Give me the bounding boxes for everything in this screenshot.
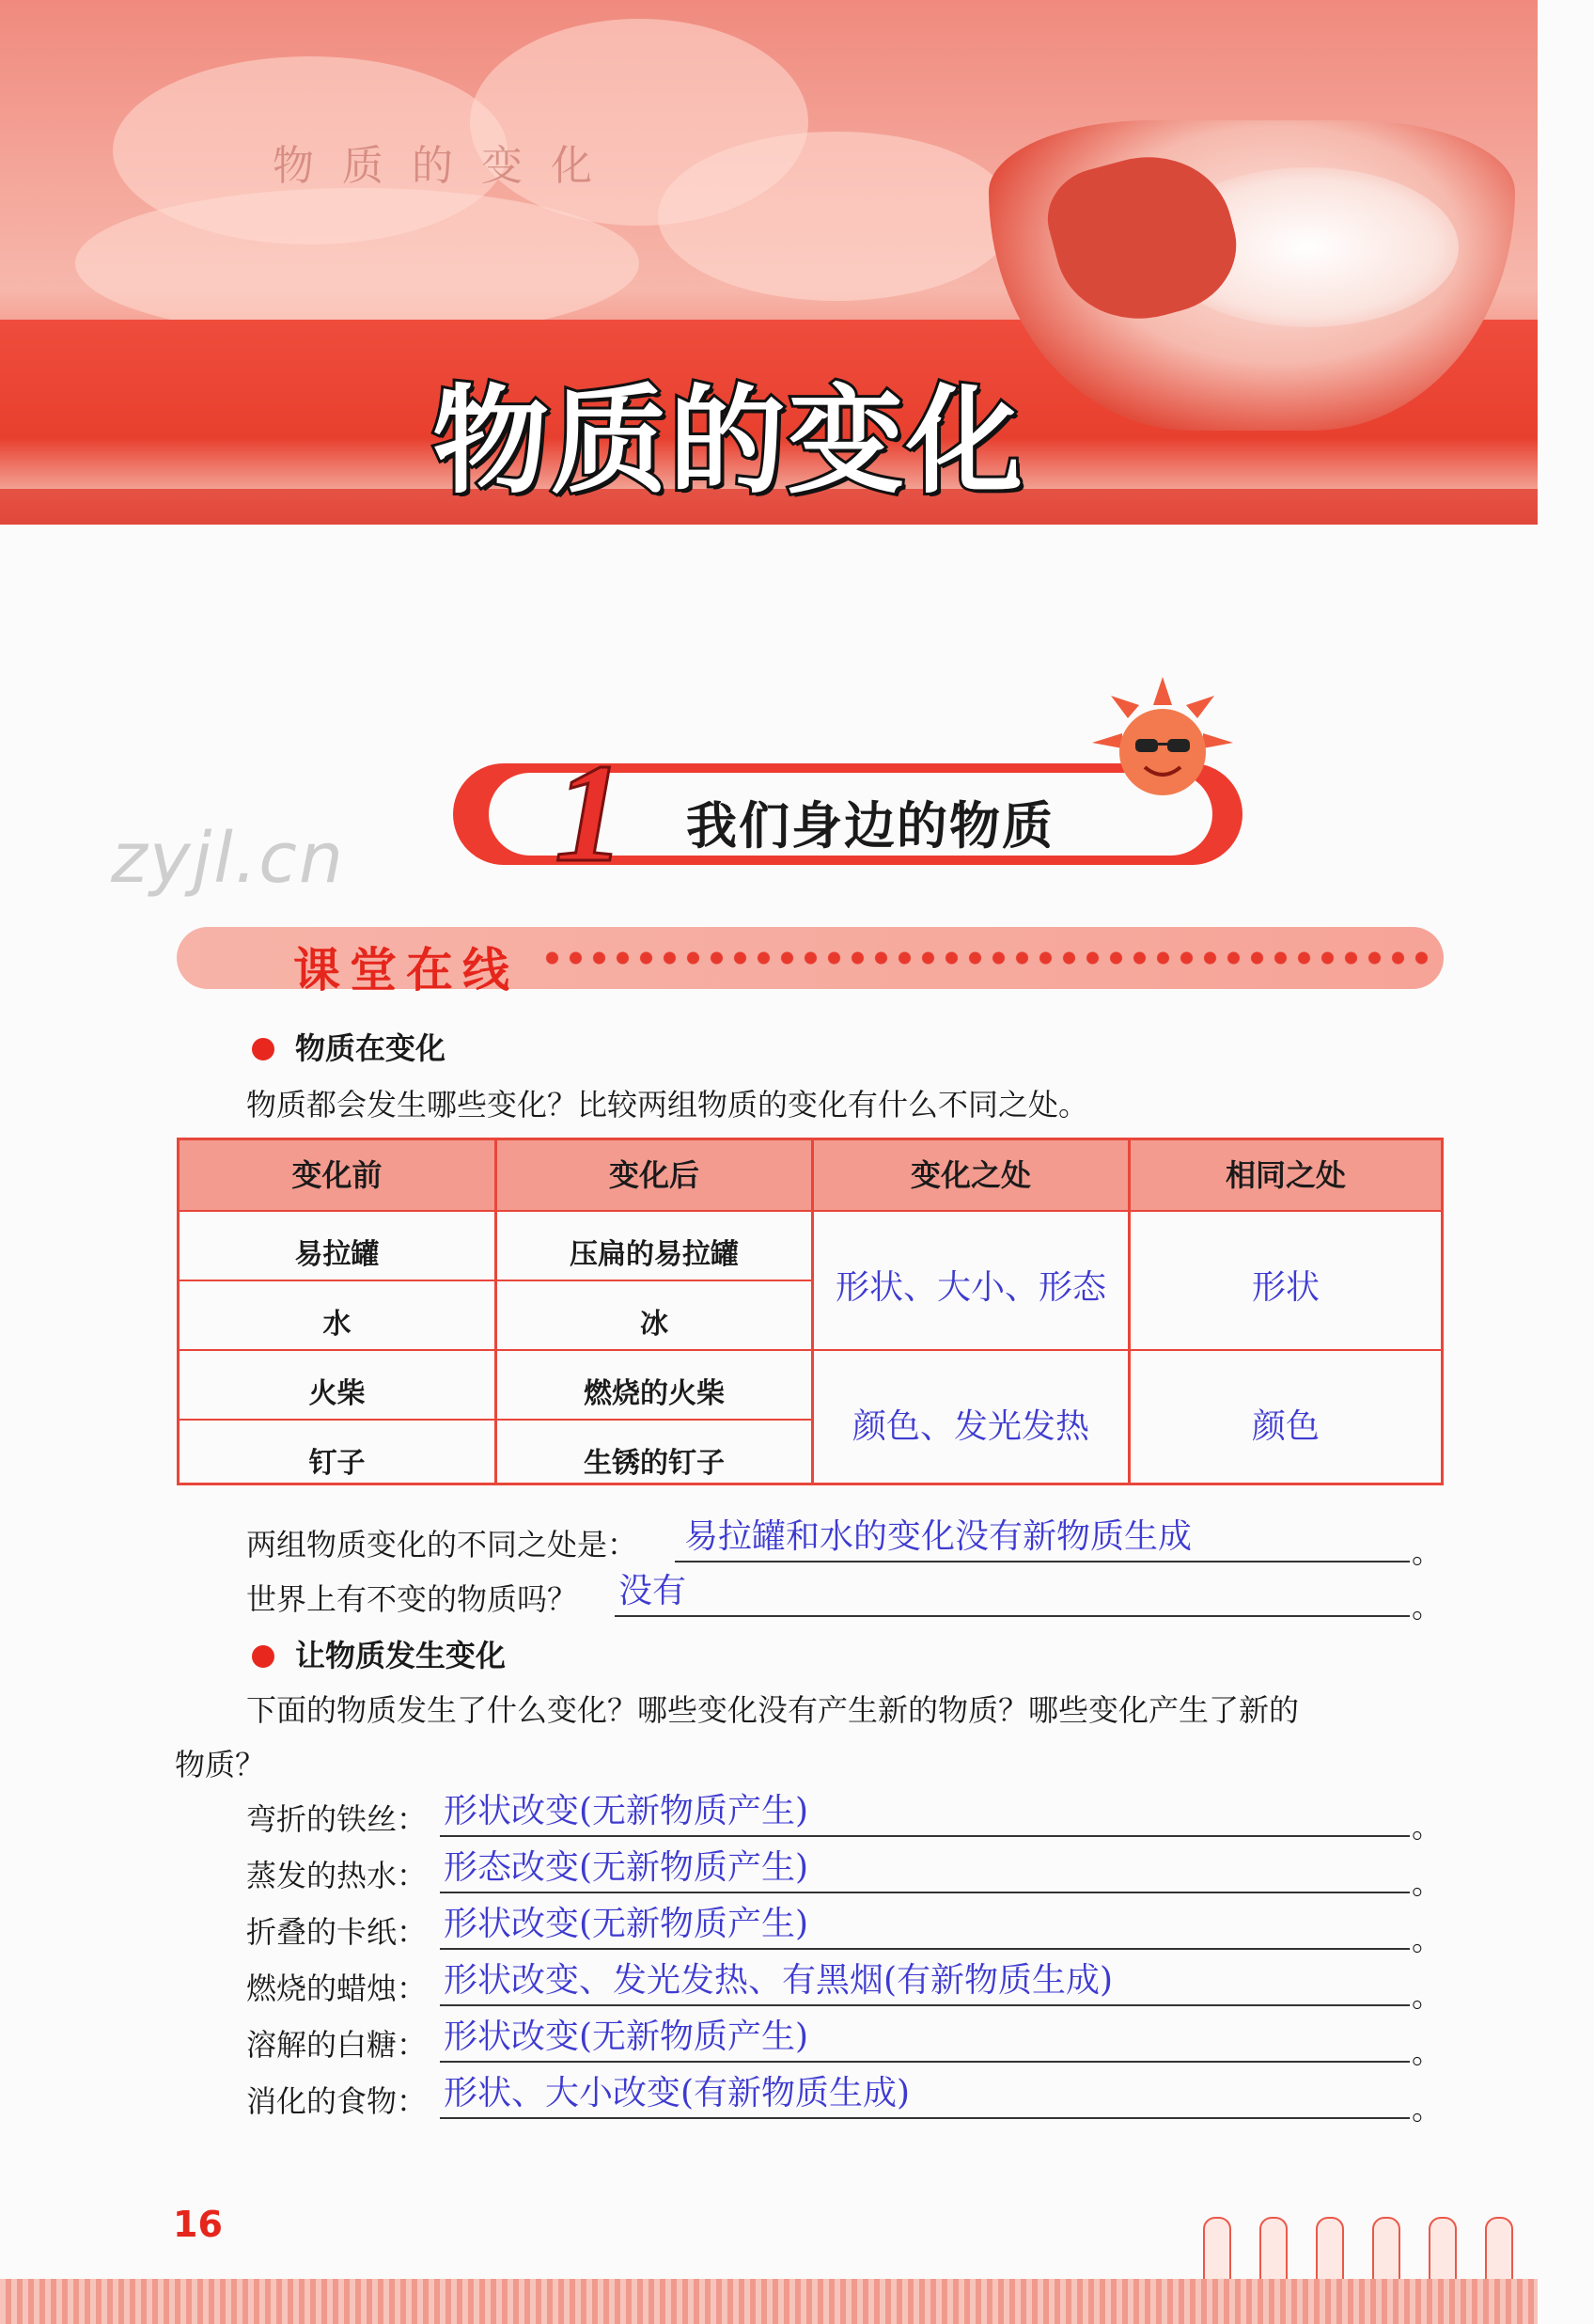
page-number: 16 <box>173 2204 223 2245</box>
part2-heading: 让物质发生变化 <box>252 1632 506 1675</box>
item-label: 燃烧的蜡烛： <box>246 1971 428 2006</box>
bullet-dot-icon <box>252 1038 274 1060</box>
answer-difference: 易拉罐和水的变化没有新物质生成 <box>684 1517 1193 1556</box>
section-number: 1 <box>555 735 625 891</box>
question-unchanged-label: 世界上有不变的物质吗？ <box>246 1581 578 1617</box>
part1-intro: 物质都会发生哪些变化？比较两组物质的变化有什么不同之处。 <box>246 1087 1089 1123</box>
period: 。 <box>1412 1589 1443 1625</box>
part2-intro-line2: 物质？ <box>175 1747 266 1782</box>
table-cell: 易拉罐 <box>294 1238 380 1271</box>
period: 。 <box>1412 1809 1443 1845</box>
answer-unchanged: 没有 <box>618 1572 687 1610</box>
answer-line <box>440 2004 1410 2006</box>
dotted-decoration <box>540 951 1429 965</box>
item-label: 蒸发的热水： <box>246 1858 428 1893</box>
sun-mascot-icon <box>1092 677 1233 799</box>
table-header-same: 相同之处 <box>1225 1157 1346 1193</box>
item-answer: 形状、大小改变(有新物质生成) <box>444 2074 911 2112</box>
item-label: 弯折的铁丝： <box>246 1801 428 1837</box>
item-answer: 形状改变(无新物质产生) <box>444 1792 809 1830</box>
answer-line <box>440 1835 1410 1837</box>
question-difference-label: 两组物质变化的不同之处是： <box>246 1527 638 1562</box>
item-label: 溶解的白糖： <box>246 2027 428 2063</box>
table-cell: 火柴 <box>308 1377 366 1410</box>
chapter-title: 物质的变化 <box>432 374 1025 510</box>
answer-same-group1: 形状 <box>1251 1268 1320 1307</box>
period: 。 <box>1412 2034 1443 2070</box>
bullet-dot-icon <box>252 1645 274 1668</box>
part1-heading: 物质在变化 <box>252 1025 445 1068</box>
answer-line <box>440 2117 1410 2119</box>
section-title: 我们身边的物质 <box>686 796 1055 856</box>
answer-line <box>615 1615 1410 1617</box>
table-cell: 燃烧的火柴 <box>584 1377 725 1410</box>
period: 。 <box>1412 2091 1443 2127</box>
chapter-banner <box>0 0 1538 525</box>
part2-intro-line1: 下面的物质发生了什么变化？哪些变化没有产生新的物质？哪些变化产生了新的 <box>246 1692 1300 1728</box>
item-label: 消化的食物： <box>246 2083 428 2119</box>
table-header-after: 变化后 <box>608 1157 699 1193</box>
banner-faint-title: 物质的变化 <box>273 142 620 190</box>
table-cell: 生锈的钉子 <box>584 1447 725 1480</box>
item-answer: 形态改变(无新物质产生) <box>444 1848 809 1887</box>
item-answer: 形状改变(无新物质产生) <box>444 1905 809 1943</box>
answer-change-group2: 颜色、发光发热 <box>852 1407 1089 1446</box>
period: 。 <box>1412 1978 1443 2014</box>
period: 。 <box>1412 1534 1443 1570</box>
answer-line <box>440 2061 1410 2063</box>
table-header-before: 变化前 <box>291 1157 383 1193</box>
item-label: 折叠的卡纸： <box>246 1914 428 1950</box>
table-header-difference: 变化之处 <box>910 1157 1031 1193</box>
table-cell: 水 <box>322 1308 352 1341</box>
table-cell: 压扁的易拉罐 <box>570 1238 739 1271</box>
watermark: zyjl.cn <box>111 818 345 899</box>
change-comparison-table <box>177 1138 1444 1485</box>
period: 。 <box>1412 1922 1443 1957</box>
answer-same-group2: 颜色 <box>1251 1407 1320 1446</box>
answer-line <box>675 1561 1410 1562</box>
answer-line <box>440 1892 1410 1893</box>
item-answer: 形状改变(无新物质产生) <box>444 2018 809 2056</box>
table-cell: 钉子 <box>308 1447 366 1480</box>
table-cell: 冰 <box>640 1308 668 1341</box>
item-answer: 形状改变、发光发热、有黑烟(有新物质生成) <box>444 1961 1114 2000</box>
answer-change-group1: 形状、大小、形态 <box>835 1268 1106 1307</box>
period: 。 <box>1412 1865 1443 1901</box>
online-section-label: 课堂在线 <box>293 942 519 997</box>
answer-line <box>440 1948 1410 1950</box>
